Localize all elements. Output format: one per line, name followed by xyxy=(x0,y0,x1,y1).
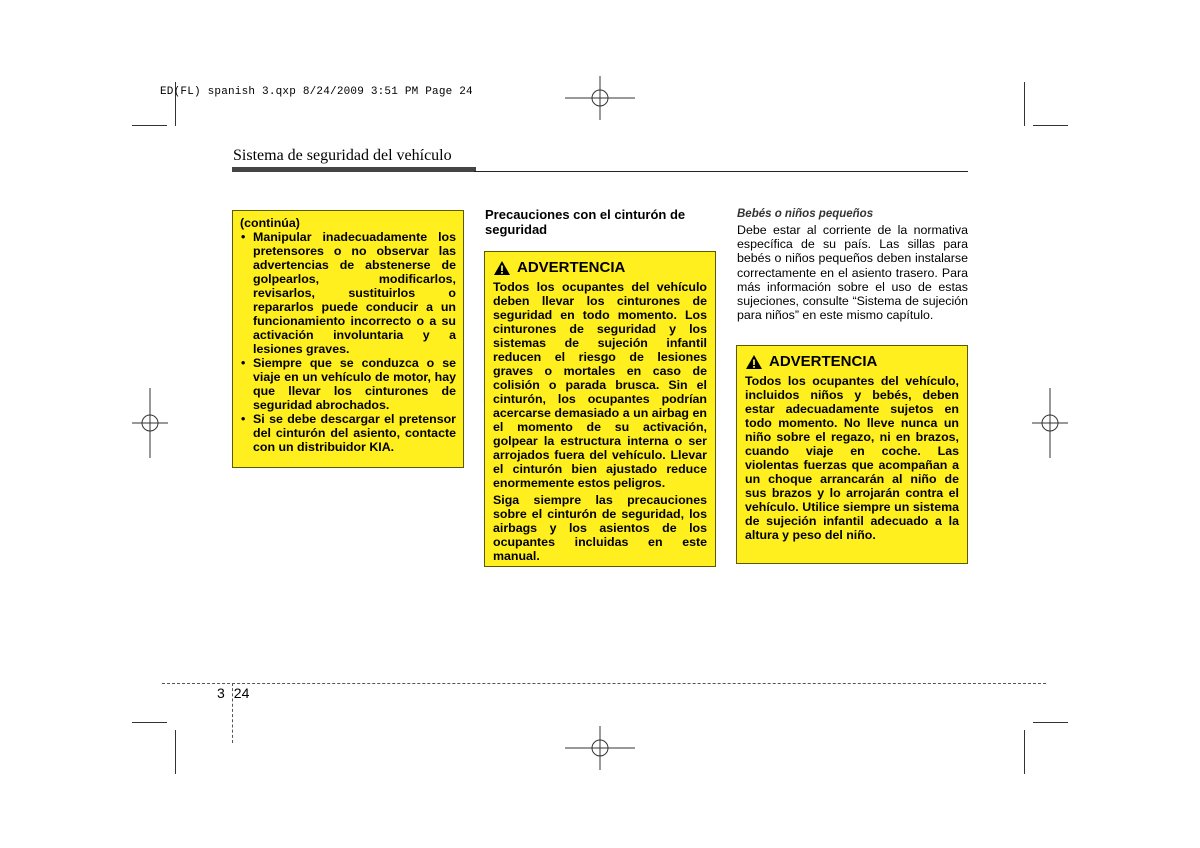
section-title: Precauciones con el cinturón de seguridad xyxy=(485,207,686,237)
bullet: • xyxy=(241,356,246,370)
warning-triangle-icon xyxy=(745,354,763,370)
crop-mark xyxy=(132,722,167,723)
registration-mark-left xyxy=(132,388,168,458)
continued-warning-box xyxy=(232,210,464,468)
crop-mark xyxy=(1033,722,1068,723)
warning-label: ADVERTENCIA xyxy=(517,259,626,276)
crop-mark xyxy=(132,125,167,126)
header-rule-thin xyxy=(474,171,968,172)
page-number xyxy=(217,685,249,701)
child-warning-box xyxy=(736,345,968,564)
footer-dashed-line xyxy=(162,683,1046,684)
chapter-number: 3 xyxy=(217,685,225,701)
page-header-title: Sistema de seguridad del vehículo xyxy=(233,147,452,164)
warning-paragraph: Todos los ocupantes del vehículo, incluidos niños y bebés, deben estar adecuadamente sujetos en todo momento. No lleve nunca un niño sobre el regazo, ni en brazos, cuando viaje en coche. Las violentas fuerzas que acompañan a un choque arrancarán al niño de sus brazos y lo arrojarán contra el vehículo. Utilice siempre un sistema de sujeción infantil adecuado a la altura y peso del niño. xyxy=(745,374,959,542)
warning-triangle-icon xyxy=(493,260,511,276)
bullet: • xyxy=(241,412,246,426)
page-number-value: 24 xyxy=(233,685,250,701)
crop-mark xyxy=(1024,82,1025,126)
crop-mark xyxy=(1033,125,1068,126)
warning-paragraph: Todos los ocupantes del vehículo deben llevar los cinturones de seguridad en todo momento. Los cinturones de seguridad y los sistemas de sujeción infantil reducen el riesgo de lesiones graves o mortales en caso de colisión o parada brusca. Sin el cinturón, los ocupantes podrían acercarse demasiado a un airbag en el momento de su activación, golpear la estructura interna o ser arrojados fuera del vehículo. Llevar el cinturón bien ajustado reduce enormemente estos peligros. xyxy=(493,280,707,490)
registration-mark-bottom xyxy=(565,726,635,770)
warning-paragraph: Siga siempre las precauciones sobre el cinturón de seguridad, los airbags y los asientos de los ocupantes incluidas en este manual. xyxy=(493,493,707,563)
registration-mark-top xyxy=(565,76,635,120)
crop-mark xyxy=(175,730,176,774)
list-item: • Manipular inadecuadamente los pretensores o no observar las advertencias de abstenerse de golpearlos, modificarlos, revisarlos, sustituirlos o repararlos puede conducir a un funcionamiento incorrecto o a su activación involuntaria y a lesiones graves. xyxy=(241,230,456,356)
list-item: • Si se debe descargar el pretensor del cinturón del asiento, contacte con un distribuidor KIA. xyxy=(241,412,456,454)
body-paragraph: Debe estar al corriente de la normativa específica de su país. Las sillas para bebés o niños pequeños deben instalarse correctamente en el asiento trasero. Para más información sobre el uso de estas sujeciones, consulte “Sistema de sujeción para niños” en este mismo capítulo. xyxy=(737,223,968,323)
seatbelt-warning-box xyxy=(484,251,716,567)
list-item: • Siempre que se conduzca o se viaje en un vehículo de motor, hay que llevar los cinturones de seguridad abrochados. xyxy=(241,356,456,412)
print-slug: ED(FL) spanish 3.qxp 8/24/2009 3:51 PM Page 24 xyxy=(160,86,473,98)
crop-mark xyxy=(1024,730,1025,774)
warning-heading xyxy=(745,353,959,371)
header-rule-thick xyxy=(232,167,476,172)
subsection-title: Bebés o niños pequeños xyxy=(737,208,874,220)
warning-list xyxy=(240,230,456,454)
bullet: • xyxy=(241,230,246,244)
warning-heading xyxy=(493,259,707,277)
continued-label: (continúa) xyxy=(240,216,300,230)
registration-mark-right xyxy=(1032,388,1068,458)
warning-label: ADVERTENCIA xyxy=(769,353,878,370)
